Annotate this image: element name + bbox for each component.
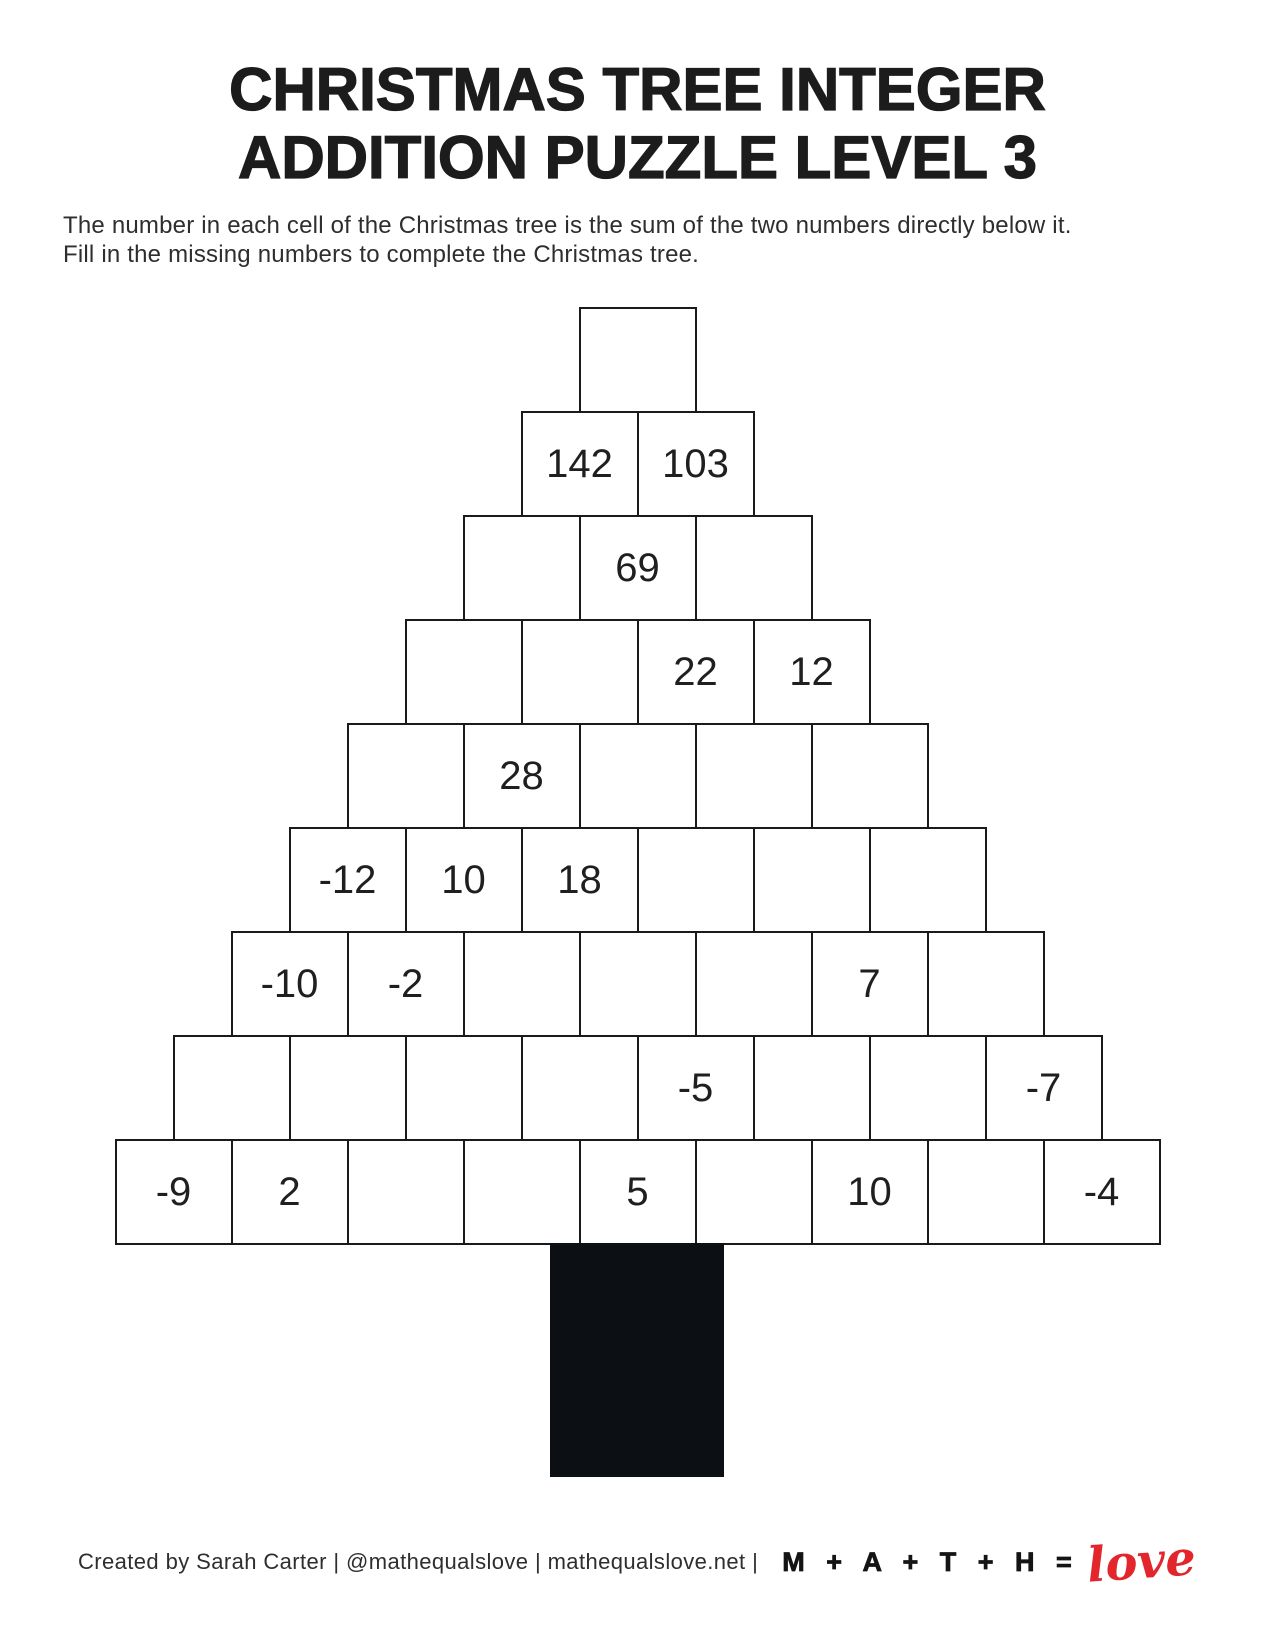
footer-credit: Created by Sarah Carter | @mathequalslove | mathequalslove.net | bbox=[78, 1549, 759, 1574]
tree-cell-r6c6-blank[interactable] bbox=[869, 827, 987, 933]
tree-cell-r8c2-blank[interactable] bbox=[289, 1035, 407, 1141]
tree-row-6 bbox=[0, 827, 1275, 933]
tree-row-8 bbox=[0, 1035, 1275, 1141]
tree-cell-r7c3-blank[interactable] bbox=[463, 931, 581, 1037]
tree-cell-r8c7-blank[interactable] bbox=[869, 1035, 987, 1141]
title-line-1: CHRISTMAS TREE INTEGER bbox=[229, 56, 1046, 123]
tree-cell-r8c1-blank[interactable] bbox=[173, 1035, 291, 1141]
instructions-line-1: The number in each cell of the Christmas tree is the sum of the two numbers directly below it. bbox=[63, 212, 1072, 239]
tree-cell-r5c4-blank[interactable] bbox=[695, 723, 813, 829]
tree-cell-r6c5-blank[interactable] bbox=[753, 827, 871, 933]
tree-cell-r9c1: -9 bbox=[115, 1139, 233, 1245]
tree-cell-r5c3-blank[interactable] bbox=[579, 723, 697, 829]
tree-cell-r7c5-blank[interactable] bbox=[695, 931, 813, 1037]
tree-row-1 bbox=[0, 307, 1275, 413]
tree-cell-r6c3: 18 bbox=[521, 827, 639, 933]
tree-cell-r9c5: 5 bbox=[579, 1139, 697, 1245]
tree-cell-r2c2: 103 bbox=[637, 411, 755, 517]
tree-cell-r5c5-blank[interactable] bbox=[811, 723, 929, 829]
instructions-line-2: Fill in the missing numbers to complete the Christmas tree. bbox=[63, 241, 700, 268]
tree-cell-r8c3-blank[interactable] bbox=[405, 1035, 523, 1141]
tree-cell-r9c9: -4 bbox=[1043, 1139, 1161, 1245]
tree-cell-r8c4-blank[interactable] bbox=[521, 1035, 639, 1141]
tree-cell-r9c6-blank[interactable] bbox=[695, 1139, 813, 1245]
tree-cell-r4c2-blank[interactable] bbox=[521, 619, 639, 725]
tree-cell-r8c5: -5 bbox=[637, 1035, 755, 1141]
footer-brand-love-logo: love bbox=[1084, 1530, 1198, 1594]
tree-cell-r9c8-blank[interactable] bbox=[927, 1139, 1045, 1245]
tree-cell-r8c8: -7 bbox=[985, 1035, 1103, 1141]
tree-cell-r3c3-blank[interactable] bbox=[695, 515, 813, 621]
tree-row-4 bbox=[0, 619, 1275, 725]
tree-cell-r2c1: 142 bbox=[521, 411, 639, 517]
tree-row-2 bbox=[0, 411, 1275, 517]
tree-cell-r3c2: 69 bbox=[579, 515, 697, 621]
tree-row-5 bbox=[0, 723, 1275, 829]
tree-row-7 bbox=[0, 931, 1275, 1037]
tree-cell-r7c7-blank[interactable] bbox=[927, 931, 1045, 1037]
tree-cell-r7c6: 7 bbox=[811, 931, 929, 1037]
tree-cell-r1c1-blank[interactable] bbox=[579, 307, 697, 413]
tree-cell-r6c2: 10 bbox=[405, 827, 523, 933]
tree-cell-r5c2: 28 bbox=[463, 723, 581, 829]
tree-cell-r7c4-blank[interactable] bbox=[579, 931, 697, 1037]
footer-brand-math: M + A + T + H = bbox=[782, 1546, 1079, 1577]
page-title bbox=[0, 56, 1275, 192]
tree-trunk bbox=[550, 1243, 724, 1477]
tree-cell-r6c4-blank[interactable] bbox=[637, 827, 755, 933]
tree-cell-r7c2: -2 bbox=[347, 931, 465, 1037]
tree-cell-r9c2: 2 bbox=[231, 1139, 349, 1245]
tree-cell-r9c4-blank[interactable] bbox=[463, 1139, 581, 1245]
tree-cell-r7c1: -10 bbox=[231, 931, 349, 1037]
tree-cell-r4c1-blank[interactable] bbox=[405, 619, 523, 725]
tree-row-9 bbox=[0, 1139, 1275, 1245]
tree-row-3 bbox=[0, 515, 1275, 621]
tree-cell-r8c6-blank[interactable] bbox=[753, 1035, 871, 1141]
title-line-2: ADDITION PUZZLE LEVEL 3 bbox=[238, 124, 1037, 191]
footer bbox=[78, 1532, 1208, 1592]
tree-cell-r4c4: 12 bbox=[753, 619, 871, 725]
tree-cell-r5c1-blank[interactable] bbox=[347, 723, 465, 829]
christmas-tree-puzzle bbox=[0, 307, 1275, 1245]
tree-cell-r9c7: 10 bbox=[811, 1139, 929, 1245]
tree-cell-r6c1: -12 bbox=[289, 827, 407, 933]
instructions bbox=[63, 211, 1223, 269]
tree-cell-r3c1-blank[interactable] bbox=[463, 515, 581, 621]
tree-cell-r9c3-blank[interactable] bbox=[347, 1139, 465, 1245]
tree-cell-r4c3: 22 bbox=[637, 619, 755, 725]
